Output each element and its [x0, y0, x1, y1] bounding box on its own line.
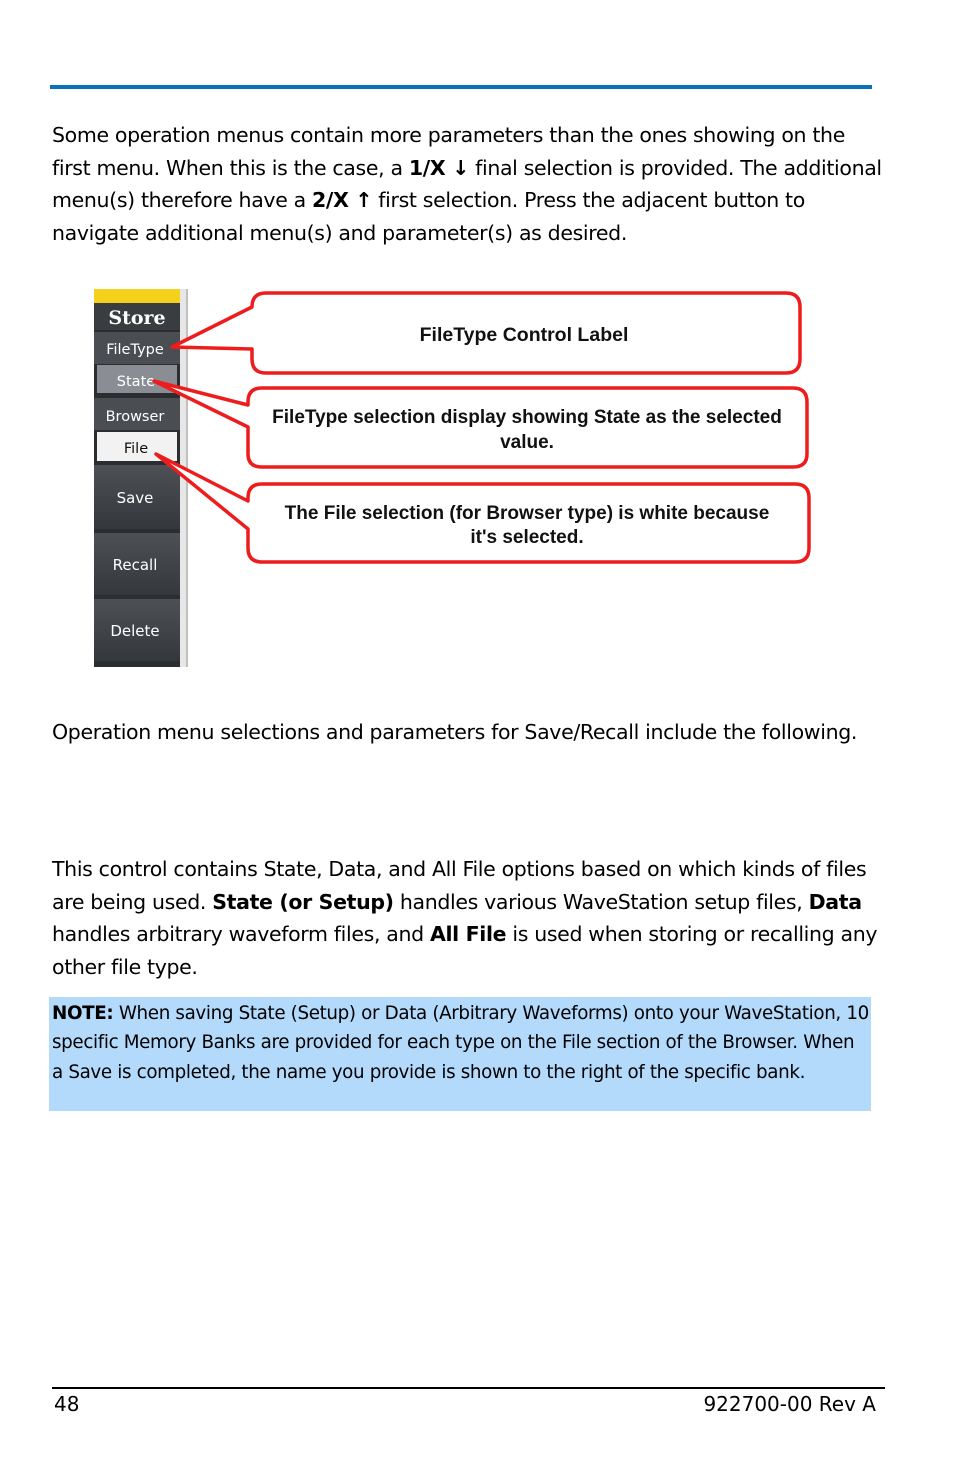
- callout-file-selection: [156, 454, 809, 562]
- save-button[interactable]: [94, 465, 180, 529]
- filetype-paragraph: This control contains State, Data, and All File options based on which kinds of files are being used. State (or Setup) handles various WaveStation setup files, Data handles arbitrary waveform files, and All File is used when storing or recalling any other file type.: [52, 857, 878, 979]
- save-label: Save: [116, 489, 154, 507]
- note-label: NOTE:: [52, 1003, 114, 1024]
- recall-button[interactable]: [94, 533, 180, 595]
- state-value: State: [116, 374, 156, 390]
- callout-filetype-label: [172, 293, 800, 373]
- callout-3-line2: it's selected.: [470, 527, 584, 548]
- callout-2-line2: value.: [500, 432, 554, 453]
- browser-label: Browser: [105, 409, 165, 425]
- footer-rule: [52, 1387, 885, 1389]
- intro-paragraph: Some operation menus contain more parameters than the ones showing on the first menu. When this is the case, a 1/X ↓ final selection is provided. The additional menu(s) therefore have a 2/X ↑ first selection. Press the adjacent button to navigate additional menu(s) and parameter(s) as desired.: [52, 123, 882, 245]
- store-menu-figure: [94, 289, 814, 669]
- state-value-button[interactable]: [97, 365, 177, 393]
- document-id: 922700-00 Rev A: [703, 1392, 876, 1416]
- callout-2-line1: FileType selection display showing State as the selected: [272, 407, 782, 428]
- callout-state-selection: [154, 381, 807, 467]
- recall-label: Recall: [112, 556, 158, 574]
- first-menu-marker: 1/X ↓: [408, 155, 469, 180]
- callout-3-line1: The File selection (for Browser type) is white because: [284, 503, 770, 524]
- menu-title-bar: [94, 289, 180, 303]
- second-menu-marker: 2/X ↑: [312, 188, 373, 213]
- callout-1-text: FileType Control Label: [419, 324, 629, 346]
- page-number: 48: [54, 1392, 80, 1416]
- note-text: When saving State (Setup) or Data (Arbitrary Waveforms) onto your WaveStation, 10 specific Memory Banks are provided for each type on the File section of the Browser. When a Save is completed, the name you provide is shown to the right of the specific bank.: [52, 1003, 869, 1083]
- file-value: File: [123, 441, 149, 457]
- menu-title: Store: [108, 307, 166, 329]
- delete-label: Delete: [110, 622, 160, 640]
- header-rule: [50, 85, 872, 89]
- filetype-label: FileType: [106, 342, 164, 358]
- figure-svg: [94, 289, 814, 669]
- selections-paragraph: Operation menu selections and parameters for Save/Recall include the following.: [52, 720, 858, 744]
- delete-button[interactable]: [94, 599, 180, 661]
- note-box: [49, 997, 871, 1111]
